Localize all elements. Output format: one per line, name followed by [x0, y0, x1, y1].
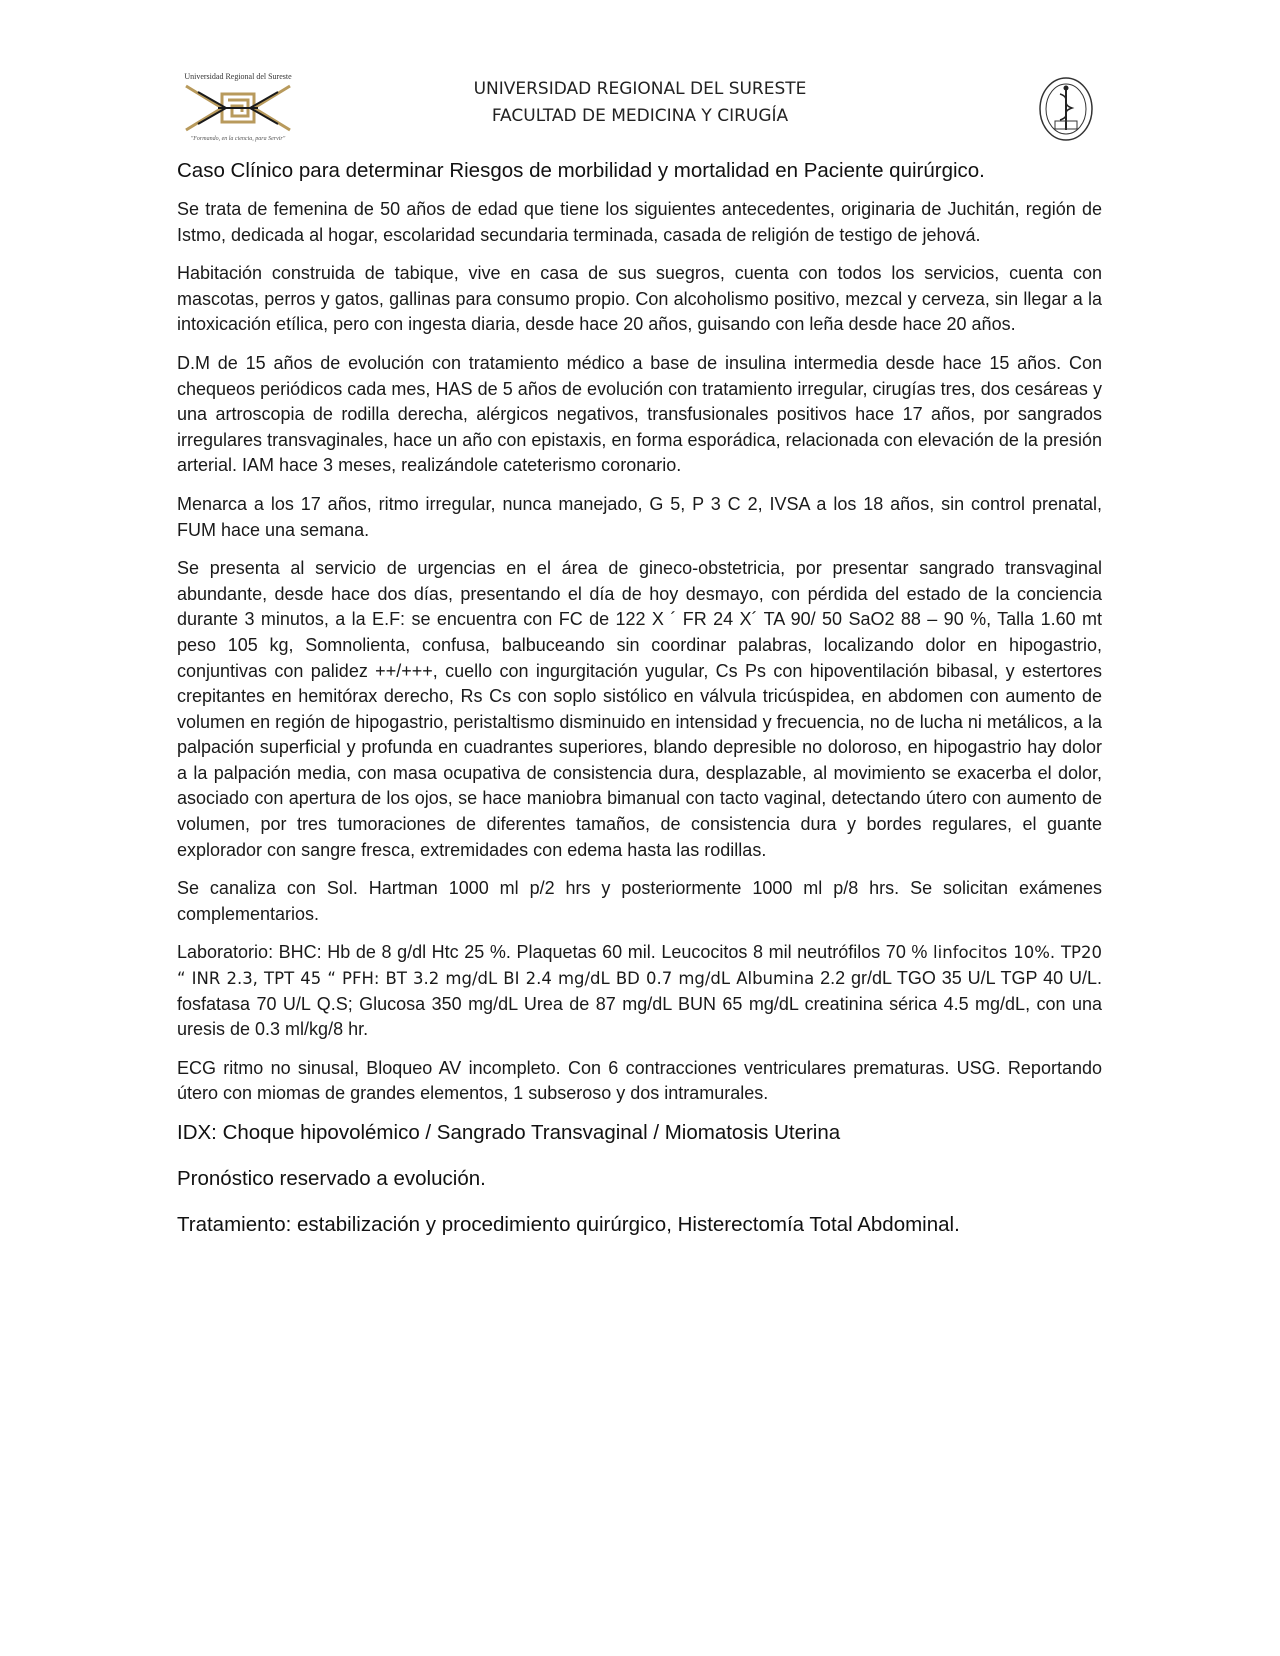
faculty-name: FACULTAD DE MEDICINA Y CIRUGÍA	[491, 106, 789, 126]
paragraph-non-pathological: Habitación construida de tabique, vive en casa de sus suegros, cuenta con todos los servicios, cuenta con mascotas, perros y gatos, gallinas para consumo propio. Con alcoholismo positivo, mezcal y cerveza, sin llegar a la intoxicación etílica, pero con ingesta diaria, desde hace 20 años, guisando con leña desde hace 20 años.	[177, 263, 1102, 335]
paragraph-gyneco-obstetric: Menarca a los 17 años, ritmo irregular, nunca manejado, G 5, P 3 C 2, IVSA a los 18 años, sin control prenatal, FUM hace una semana.	[177, 493, 1102, 540]
paragraph-ecg-usg: ECG ritmo no sinusal, Bloqueo AV incompleto. Con 6 contracciones ventriculares prematuras. USG. Reportando útero con miomas de grandes elementos, 1 subseroso y dos intramurales.	[177, 1057, 1102, 1104]
paragraph-identification: Se trata de femenina de 50 años de edad que tiene los siguientes antecedentes, originaria de Juchitán, región de Istmo, dedicada al hogar, escolaridad secundaria terminada, casada de religión de testigo de jehová.	[177, 199, 1102, 245]
logo-caption-bottom: "Formando, en la ciencia, para Servir"	[190, 136, 286, 142]
logo-emblem-icon	[182, 82, 294, 134]
document-title: Caso Clínico para determinar Riesgos de morbilidad y mortalidad en Paciente quirúrgico.	[177, 159, 985, 182]
diagnosis: IDX: Choque hipovolémico / Sangrado Transvaginal / Miomatosis Uterina	[177, 1121, 841, 1144]
lab-line-1: Laboratorio: BHC: Hb de 8 g/dl Htc 25 %. Plaquetas 60 mil. Leucocitos 8 mil neutrófilos 70 %	[177, 942, 928, 963]
lab-line-3: 2.2 gr/dL TGO 35 U/L TGP 40 U/L. fosfatasa 70 U/L Q.S; Glucosa 350 mg/dL Urea de 87 mg/dL BUN 65 mg/dL creatinina sérica 4.5 mg/dL, con una uresis de 0.3 ml/kg/8 hr.	[177, 968, 1102, 1040]
paragraph-laboratory	[177, 940, 1102, 1042]
university-logo	[178, 72, 298, 144]
document-body	[177, 158, 1102, 1258]
document-header	[380, 76, 900, 130]
university-name: UNIVERSIDAD REGIONAL DEL SURESTE	[473, 79, 807, 99]
treatment: Tratamiento: estabilización y procedimiento quirúrgico, Histerectomía Total Abdominal.	[177, 1213, 960, 1236]
logo-caption-top: Universidad Regional del Sureste	[184, 72, 292, 81]
medicine-seal-icon	[1038, 76, 1094, 142]
paragraph-current-illness: Se presenta al servicio de urgencias en el área de gineco-obstetricia, por presentar sangrado transvaginal abundante, desde hace dos días, presentando el día de hoy desmayo, con pérdida del estado de la conciencia durante 3 minutos, a la E.F: se encuentra con FC de 122 X ´ FR 24 X´ TA 90/ 50 SaO2 88 – 90 %, Talla 1.60 mt peso 105 kg, Somnolienta, confusa, balbuceando sin coordinar palabras, localizando dolor en hipogastrio, conjuntivas con palidez ++/+++, cuello con ingurgitación yugular, Cs Ps con hipoventilación bibasal, y estertores crepitantes en hemitórax derecho, Rs Cs con soplo sistólico en válvula tricúspidea, en abdomen con aumento de volumen en región de hipogastrio, peristaltismo disminuido en intensidad y frecuencia, no de lucha ni metálicos, a la palpación superficial y profunda en cuadrantes superiores, blando depresible no doloroso, en hipogastrio hay dolor a la palpación media, con masa ocupativa de consistencia dura, desplazable, al movimiento se exacerba el dolor, asociado con apertura de los ojos, se hace maniobra bimanual con tacto vaginal, detectando útero con aumento de volumen, por tres tumoraciones de diferentes tamaños, de consistencia dura y bordes regulares, el guante explorador con sangre fresca, extremidades con edema hasta las rodillas.	[177, 558, 1102, 860]
lab-line-2: linfocitos 10%. TP20 “ INR 2.3, TPT 45 “ PFH: BT 3.2 mg/dL BI 2.4 mg/dL BD 0.7 mg/dL Albumina	[177, 943, 1102, 989]
paragraph-management: Se canaliza con Sol. Hartman 1000 ml p/2 hrs y posteriormente 1000 ml p/8 hrs. Se solicitan exámenes complementarios.	[177, 878, 1102, 924]
prognosis: Pronóstico reservado a evolución.	[177, 1167, 486, 1190]
paragraph-pathological: D.M de 15 años de evolución con tratamiento médico a base de insulina intermedia desde hace 15 años. Con chequeos periódicos cada mes, HAS de 5 años de evolución con tratamiento irregular, cirugías tres, dos cesáreas y una artroscopia de rodilla derecha, alérgicos negativos, transfusionales positivos hace 17 años, por sangrados irregulares transvaginales, hace un año con epistaxis, en forma esporádica, relacionada con elevación de la presión arterial. IAM hace 3 meses, realizándole cateterismo coronario.	[177, 352, 1102, 476]
